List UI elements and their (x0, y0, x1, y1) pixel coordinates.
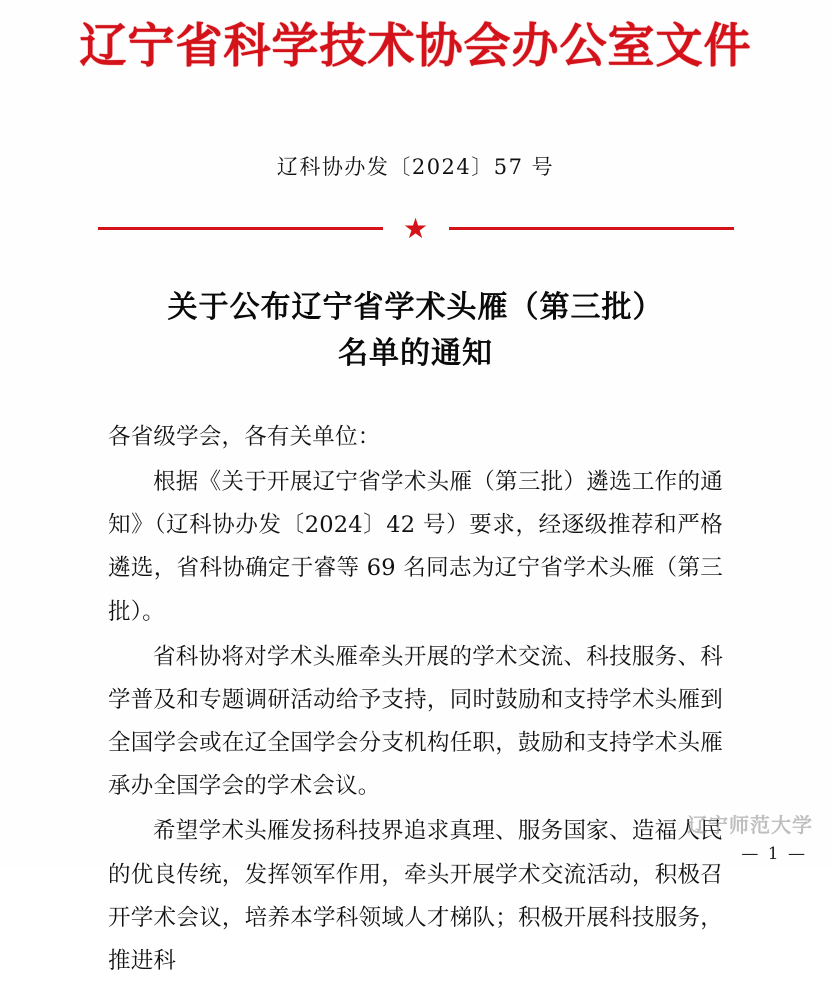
red-separator-rule (98, 211, 734, 245)
red-rule-right-segment (449, 227, 734, 230)
institution-watermark: 辽宁师范大学 (687, 813, 813, 837)
body-salutation: 各省级学会，各有关单位： (108, 423, 381, 450)
page-number: — 1 — (741, 844, 807, 864)
document-body (108, 416, 723, 983)
document-title-line-2: 名单的通知 (338, 336, 493, 372)
document-number: 辽科协办发〔2024〕57 号 (276, 154, 555, 179)
document-title-line-1: 关于公布辽宁省学术头雁（第三批） (167, 289, 664, 325)
red-star-icon: ★ (402, 211, 429, 245)
red-rule-left-segment (98, 227, 383, 230)
body-paragraph-2: 省科协将对学术头雁牵头开展的学术交流、科技服务、科学普及和专题调研活动给予支持，同时鼓励和支持学术头雁到全国学会或在辽全国学会分支机构任职，鼓励和支持学术头雁承办全国学会的学术会议。 (108, 643, 723, 800)
body-paragraph-1: 根据《关于开展辽宁省学术头雁（第三批）遴选工作的通知》（辽科协办发〔2024〕42 号）要求，经逐级推荐和严格遴选，省科协确定于睿等 69 名同志为辽宁省学术头雁（第三批）。 (108, 468, 723, 625)
body-paragraph-3: 希望学术头雁发扬科技界追求真理、服务国家、造福人民的优良传统，发挥领军作用，牵头开展学术交流活动，积极召开学术会议，培养本学科领域人才梯队；积极开展科技服务，推进科 (108, 818, 723, 974)
masthead (0, 0, 831, 77)
masthead-title: 辽宁省科学技术协会办公室文件 (79, 19, 752, 74)
document-title (0, 285, 831, 378)
